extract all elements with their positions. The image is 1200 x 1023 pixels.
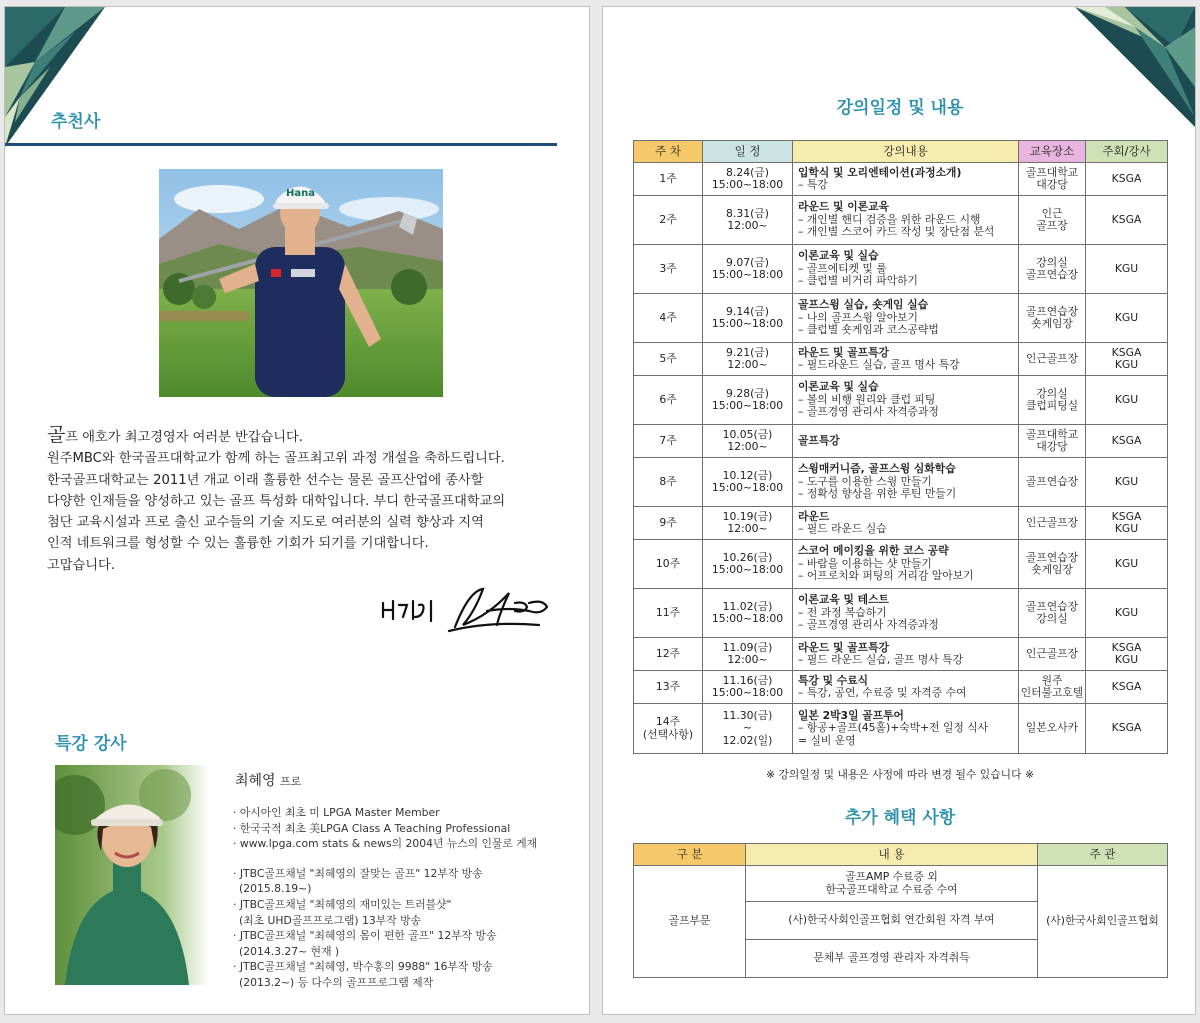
week-cell-line: 8주 [659, 474, 677, 488]
career-line: · JTBC골프채널 "최혜영의 재미있는 트러블샷" [233, 897, 452, 911]
date-cell [703, 540, 793, 589]
content-item: – 정확성 향상을 위한 루틴 만들기 [798, 487, 957, 501]
section-rule [5, 143, 557, 146]
career-line: (2015.8.19~) [239, 882, 312, 896]
week-cell [634, 196, 703, 245]
place-cell-line: 인근골프장 [1025, 646, 1079, 660]
week-cell [634, 376, 703, 425]
date-cell [703, 589, 793, 638]
recommend-line: 고맙습니다. [47, 557, 115, 573]
career-line: · JTBC골프채널 "최혜영의 몸이 편한 골프" 12부작 방송 [233, 929, 497, 943]
place-cell [1019, 196, 1086, 245]
benefit-item [746, 902, 1038, 940]
week-cell [634, 294, 703, 343]
week-cell [634, 163, 703, 196]
place-cell-line: 대강당 [1036, 440, 1068, 453]
content-item: – 개인별 스코어 카드 작성 및 장단점 분석 [798, 225, 995, 239]
week-cell [634, 589, 703, 638]
date-cell-line: 12:00~ [727, 358, 768, 371]
week-cell-line: 14주 [655, 715, 681, 728]
left-page [4, 6, 590, 1015]
benefit-item [746, 940, 1038, 978]
career-line: · www.lpga.com stats & news의 2004년 뉴스의 인물로 게재 [233, 837, 538, 851]
place-cell-line: 대강당 [1036, 178, 1068, 191]
host-cell [1086, 704, 1168, 754]
content-cell [793, 638, 1019, 671]
schedule-row [634, 163, 1168, 196]
place-cell-line: 골프대학교 [1025, 165, 1079, 179]
benefit-division: 골프부문 [634, 866, 746, 978]
content-title: 스코어 메이킹을 위한 코스 공략 [798, 544, 949, 558]
host-cell-line: KGU [1114, 474, 1139, 488]
place-cell-line: 골프장 [1036, 219, 1068, 232]
career-line: (2013.2~) 등 다수의 골프프로그램 제작 [239, 975, 434, 989]
host-cell-line: KSGA [1111, 679, 1142, 693]
place-cell-line: 원주 [1041, 673, 1063, 687]
content-cell [793, 458, 1019, 507]
week-cell-line: 3주 [659, 261, 677, 275]
date-cell-line: 9.21(금) [726, 345, 769, 359]
host-cell [1086, 343, 1168, 376]
content-title: 특강 및 수료식 [798, 673, 869, 687]
header-content: 강의내용 [793, 141, 1019, 163]
content-title: 이론교육 및 실습 [798, 249, 879, 263]
date-cell [703, 163, 793, 196]
benefit-table [633, 843, 1168, 978]
host-cell [1086, 425, 1168, 458]
recommend-line: 첨단 교육시설과 프로 출신 교수들의 기술 지도로 여러분의 실력 향상과 지역 [47, 515, 484, 531]
date-cell-line: 15:00~18:00 [711, 317, 784, 330]
place-cell-line: 골프연습장 [1025, 304, 1079, 318]
host-cell-line: KSGA [1111, 345, 1142, 359]
schedule-row [634, 671, 1168, 704]
schedule-row [634, 540, 1168, 589]
content-cell [793, 196, 1019, 245]
content-item: – 골프경영 관리사 자격증과정 [798, 618, 939, 632]
schedule-row [634, 638, 1168, 671]
week-cell-line: 12주 [655, 646, 681, 660]
benefit-item-line: 골프AMP 수료증 외 [845, 870, 938, 883]
week-cell-line: 4주 [659, 310, 677, 324]
schedule-table [633, 140, 1168, 754]
content-title: 라운드 [798, 509, 830, 523]
benefit-title: 추가 혜택 사항 [844, 808, 956, 828]
place-cell [1019, 638, 1086, 671]
host-cell-line: KSGA [1111, 433, 1142, 447]
recommend-line: 다양한 인재들을 양성하고 있는 골프 특성화 대학입니다. 부디 한국골프대학교의 [47, 493, 506, 509]
content-item: – 골프경영 관리사 자격증과정 [798, 405, 939, 419]
week-cell-line: 1주 [659, 171, 677, 185]
content-cell [793, 704, 1019, 754]
career-line: · JTBC골프채널 "최혜영, 박수홍의 9988" 16부작 방송 [233, 960, 493, 974]
week-cell [634, 671, 703, 704]
right-page [602, 6, 1196, 1015]
benefit-item-line: 문체부 골프경영 관리자 자격취득 [813, 951, 970, 965]
week-cell-line: 7주 [659, 433, 677, 447]
content-cell [793, 671, 1019, 704]
place-cell-line: 골프연습장 [1025, 599, 1079, 613]
host-cell-line: KGU [1114, 605, 1139, 619]
host-cell-line: KSGA [1111, 509, 1142, 523]
date-cell-line: 10.05(금) [722, 427, 773, 441]
week-cell-line: 9주 [659, 515, 677, 529]
cap-logo-text: Hana [286, 188, 315, 199]
header-date: 일 정 [703, 141, 793, 163]
content-item: – 어프로치와 퍼팅의 거리감 알아보기 [798, 569, 974, 583]
recommend-title: 추천사 [51, 112, 101, 132]
place-cell-line: 강의실 [1036, 612, 1068, 625]
place-cell-line: 강의실 [1036, 386, 1068, 400]
date-cell-line: 15:00~18:00 [711, 399, 784, 412]
week-cell-line: 6주 [659, 392, 677, 406]
content-title: 일본 2박3일 골프투어 [798, 708, 904, 722]
host-cell [1086, 540, 1168, 589]
schedule-row [634, 589, 1168, 638]
content-cell [793, 163, 1019, 196]
date-cell-line: 15:00~18:00 [711, 481, 784, 494]
content-cell [793, 245, 1019, 294]
date-cell-line: 12.02(일) [722, 733, 773, 747]
date-cell-line: 10.12(금) [722, 468, 773, 482]
place-cell-line: 숏게임장 [1031, 563, 1073, 576]
career-line: (2014.3.27~ 현재 ) [239, 944, 340, 958]
place-cell-line: 숏게임장 [1031, 317, 1073, 330]
place-cell [1019, 458, 1086, 507]
header-host: 주회/강사 [1086, 141, 1168, 163]
date-cell-line: 12:00~ [727, 219, 768, 232]
content-item: – 나의 골프스윙 알아보기 [798, 310, 918, 324]
date-cell-line: 11.09(금) [722, 640, 773, 654]
place-cell-line: 클럽피팅실 [1025, 399, 1079, 412]
host-cell-line: KGU [1114, 522, 1139, 535]
content-cell [793, 425, 1019, 458]
benefit-header-division: 구 분 [634, 844, 746, 866]
place-cell-line: 인근 [1041, 206, 1063, 220]
lecturer-name-text: 최혜영 [235, 773, 276, 789]
week-cell-line: 13주 [655, 679, 681, 693]
place-cell [1019, 343, 1086, 376]
host-cell-line: KGU [1114, 310, 1139, 324]
content-item: – 바람을 이용하는 샷 만들기 [798, 556, 932, 570]
date-cell [703, 196, 793, 245]
header-place: 교육장소 [1019, 141, 1086, 163]
handwritten-signature [379, 581, 554, 641]
career-line: · JTBC골프채널 "최혜영의 잘맞는 골프" 12부작 방송 [233, 866, 483, 880]
content-item: – 전 과정 복습하기 [798, 605, 887, 619]
place-cell-line: 골프연습장 [1025, 268, 1079, 281]
host-cell-line: KSGA [1111, 640, 1142, 654]
first-char: 골 [47, 424, 66, 446]
schedule-row [634, 704, 1168, 754]
week-cell [634, 245, 703, 294]
host-cell-line: KGU [1114, 261, 1139, 275]
date-cell-line: 9.28(금) [726, 386, 769, 400]
header-week: 주 차 [634, 141, 703, 163]
content-item: – 도구를 이용한 스윙 만들기 [798, 474, 932, 488]
place-cell [1019, 294, 1086, 343]
schedule-row [634, 245, 1168, 294]
host-cell [1086, 196, 1168, 245]
place-cell [1019, 507, 1086, 540]
week-cell [634, 425, 703, 458]
benefit-item-line: (사)한국사회인골프협회 연간회원 자격 부여 [788, 913, 995, 927]
content-item: = 실비 운영 [798, 733, 856, 747]
date-cell-line: 11.30(금) [722, 708, 773, 722]
week-cell-line: 5주 [659, 351, 677, 365]
date-cell-line: 10.26(금) [722, 550, 773, 564]
schedule-title: 강의일정 및 내용 [836, 98, 964, 118]
date-cell [703, 294, 793, 343]
place-cell-line: 골프연습장 [1025, 550, 1079, 564]
date-cell-line: 11.02(금) [722, 599, 773, 613]
schedule-note: ※ 강의일정 및 내용은 사정에 따라 변경 될수 있습니다 ※ [765, 768, 1034, 781]
schedule-row [634, 507, 1168, 540]
place-cell [1019, 671, 1086, 704]
career-line: (최초 UHD골프프로그램) 13부작 방송 [239, 913, 421, 927]
date-cell [703, 507, 793, 540]
benefit-host: (사)한국사회인골프협회 [1038, 866, 1168, 978]
week-cell-line: 10주 [655, 556, 681, 570]
date-cell-line: 10.19(금) [722, 509, 773, 523]
date-cell [703, 376, 793, 425]
date-cell [703, 343, 793, 376]
schedule-row [634, 425, 1168, 458]
schedule-row [634, 343, 1168, 376]
place-cell-line: 인근골프장 [1025, 351, 1079, 365]
host-cell [1086, 671, 1168, 704]
host-cell-line: KSGA [1111, 171, 1142, 185]
host-cell-line: KSGA [1111, 721, 1142, 735]
week-cell [634, 507, 703, 540]
week-cell-line: 11주 [655, 605, 681, 619]
recommend-paragraph [47, 425, 557, 576]
lecturer-title: 특강 강사 [55, 734, 127, 754]
date-cell-line: 15:00~18:00 [711, 268, 784, 281]
host-cell-line: KGU [1114, 556, 1139, 570]
lecturer-suffix: 프로 [280, 775, 302, 788]
content-cell [793, 589, 1019, 638]
place-cell [1019, 245, 1086, 294]
host-cell-line: KSGA [1111, 212, 1142, 226]
content-item: – 항공+골프(45홀)+숙박+전 일정 식사 [798, 721, 989, 735]
date-cell-line: 15:00~18:00 [711, 686, 784, 699]
benefit-item-line: 한국골프대학교 수료증 수여 [825, 882, 958, 896]
content-cell [793, 507, 1019, 540]
content-item: – 개인별 핸디 검증을 위한 라운드 시행 [798, 212, 981, 226]
content-cell [793, 376, 1019, 425]
content-cell [793, 343, 1019, 376]
content-title: 이론교육 및 실습 [798, 380, 879, 394]
week-cell [634, 638, 703, 671]
place-cell-line: 골프연습장 [1025, 474, 1079, 488]
content-title: 라운드 및 골프특강 [798, 640, 889, 654]
content-cell [793, 294, 1019, 343]
date-cell-line: 8.31(금) [726, 206, 769, 220]
week-cell [634, 343, 703, 376]
content-title: 라운드 및 골프특강 [798, 345, 889, 359]
date-cell [703, 671, 793, 704]
content-item: – 특강, 공연, 수료증 및 자격증 수여 [798, 686, 967, 699]
date-cell [703, 245, 793, 294]
date-cell [703, 638, 793, 671]
date-cell [703, 458, 793, 507]
schedule-row [634, 376, 1168, 425]
date-cell-line: 12:00~ [727, 522, 768, 535]
host-cell-line: KGU [1114, 392, 1139, 406]
date-cell-line: 11.16(금) [722, 673, 773, 687]
content-item: – 클럽별 비거리 파악하기 [798, 274, 918, 288]
place-cell [1019, 540, 1086, 589]
host-cell [1086, 163, 1168, 196]
date-cell-line: 15:00~18:00 [711, 563, 784, 576]
content-title: 라운드 및 이론교육 [798, 200, 889, 214]
career-line: · 한국국적 최초 美LPGA Class A Teaching Professional [233, 821, 511, 835]
content-title: 이론교육 및 테스트 [798, 593, 889, 607]
schedule-row [634, 458, 1168, 507]
date-cell-line: 12:00~ [727, 653, 768, 666]
host-cell [1086, 638, 1168, 671]
host-cell [1086, 589, 1168, 638]
date-cell [703, 425, 793, 458]
week-cell [634, 704, 703, 754]
host-cell [1086, 294, 1168, 343]
date-cell-line: 9.07(금) [726, 255, 769, 269]
recommend-line: 인적 네트워크를 형성할 수 있는 훌륭한 기회가 되기를 기대합니다. [47, 536, 429, 552]
recommend-line: 원주MBC와 한국골프대학교가 함께 하는 골프최고위 과정 개설을 축하드립니다. [47, 451, 505, 467]
host-cell [1086, 458, 1168, 507]
date-cell-line: 9.14(금) [726, 304, 769, 318]
week-cell-line: (선택사항) [642, 727, 694, 741]
recommend-line: 한국골프대학교는 2011년 개교 이래 훌륭한 선수는 물론 골프산업에 종사할 [47, 472, 484, 488]
schedule-row [634, 294, 1168, 343]
place-cell [1019, 589, 1086, 638]
date-cell-line: 8.24(금) [726, 165, 769, 179]
lecturer-photo [55, 765, 209, 985]
date-cell-line: 15:00~18:00 [711, 612, 784, 625]
content-item: – 골프에티켓 및 룰 [798, 261, 887, 275]
place-cell-line: 강의실 [1036, 255, 1068, 269]
host-cell [1086, 507, 1168, 540]
content-item: – 필드 라운드 실습 [798, 522, 887, 535]
content-item: – 필드 라운드 실습, 골프 명사 특강 [798, 653, 964, 666]
week-cell-line: 2주 [659, 212, 677, 226]
host-cell-line: KGU [1114, 653, 1139, 666]
date-cell-line: 12:00~ [727, 440, 768, 453]
content-title: 입학식 및 오리엔테이션(과정소개) [798, 165, 962, 179]
content-title: 스윙매커니즘, 골프스윙 심화학습 [798, 462, 956, 476]
golfer-photo [159, 169, 443, 397]
place-cell-line: 일본오사카 [1025, 721, 1079, 735]
place-cell [1019, 376, 1086, 425]
place-cell [1019, 704, 1086, 754]
content-title: 골프스윙 실습, 숏게임 실습 [798, 298, 929, 312]
place-cell-line: 골프대학교 [1025, 427, 1079, 441]
date-cell-line: ~ [742, 721, 753, 735]
content-item: – 특강 [798, 178, 828, 191]
host-cell [1086, 245, 1168, 294]
benefit-header-host: 주 관 [1038, 844, 1168, 866]
content-item: – 필드라운드 실습, 골프 명사 특강 [798, 358, 960, 371]
lecturer-career [233, 805, 537, 991]
host-cell [1086, 376, 1168, 425]
content-cell [793, 540, 1019, 589]
date-cell-line: 15:00~18:00 [711, 178, 784, 191]
place-cell-line: 인근골프장 [1025, 515, 1079, 529]
content-item: – 볼의 비행 원리와 클럽 피팅 [798, 392, 936, 406]
content-item: – 클럽별 숏게임과 코스공략법 [798, 323, 939, 337]
date-cell [703, 704, 793, 754]
week-cell [634, 458, 703, 507]
place-cell [1019, 163, 1086, 196]
first-line-rest: 프 애호가 최고경영자 여러분 반갑습니다. [65, 430, 303, 445]
place-cell [1019, 425, 1086, 458]
benefit-item [746, 866, 1038, 902]
benefit-header-content: 내 용 [746, 844, 1038, 866]
week-cell [634, 540, 703, 589]
schedule-row [634, 196, 1168, 245]
host-cell-line: KGU [1114, 358, 1139, 371]
career-line: · 아시아인 최초 미 LPGA Master Member [233, 806, 440, 819]
content-title: 골프특강 [798, 433, 840, 447]
place-cell-line: 인터불고호텔 [1020, 686, 1084, 699]
lecturer-name [235, 770, 301, 790]
